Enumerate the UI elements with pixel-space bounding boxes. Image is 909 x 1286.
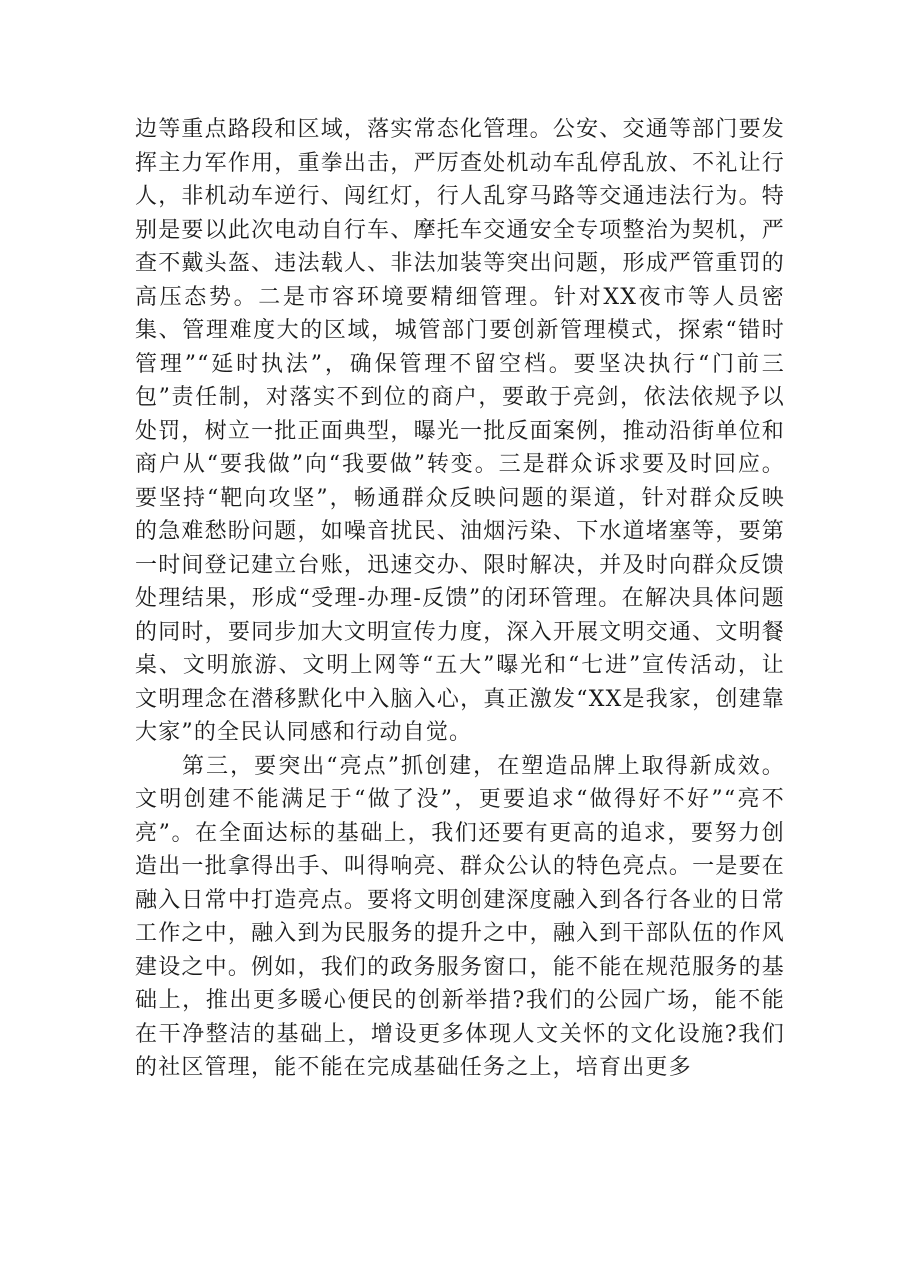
paragraph-2: 第三，要突出“亮点”抓创建，在塑造品牌上取得新成效。文明创建不能满足于“做了没”，更要追求“做得好不好”“亮不亮”。在全面达标的基础上，我们还要有更高的追求，要努力创造出一批拿得出手、叫得响亮、群众公认的特色亮点。一是要在融入日常中打造亮点。要将文明创建深度融入到各行各业的日常工作之中，融入到为民服务的提升之中，融入到干部队伍的作风建设之中。例如，我们的政务服务窗口，能不能在规范服务的基础上，推出更多暖心便民的创新举措?我们的公园广场，能不能在干净整洁的基础上，增设更多体现人文关怀的文化设施?我们的社区管理，能不能在完成基础任务之上，培育出更多 xyxy=(135,753,785,1080)
paragraph-1: 边等重点路段和区域，落实常态化管理。公安、交通等部门要发挥主力军作用，重拳出击，严厉查处机动车乱停乱放、不礼让行人，非机动车逆行、闯红灯，行人乱穿马路等交通违法行为。特别是要以此次电动自行车、摩托车交通安全专项整治为契机，严查不戴头盔、违法载人、非法加装等突出问题，形成严管重罚的高压态势。二是市容环境要精细管理。针对XX夜市等人员密集、管理难度大的区域，城管部门要创新管理模式，探索“错时管理”“延时执法”，确保管理不留空档。要坚决执行“门前三包”责任制，对落实不到位的商户，要敢于亮剑，依法依规予以处罚，树立一批正面典型，曝光一批反面案例，推动沿街单位和商户从“要我做”向“我要做”转变。三是群众诉求要及时回应。要坚持“靶向攻坚”，畅通群众反映问题的渠道，针对群众反映的急难愁盼问题，如噪音扰民、油烟污染、下水道堵塞等，要第一时间登记建立台账，迅速交办、限时解决，并及时向群众反馈处理结果，形成“受理-办理-反馈”的闭环管理。在解决具体问题的同时，要同步加大文明宣传力度，深入开展文明交通、文明餐桌、文明旅游、文明上网等“五大”曝光和“七进”宣传活动，让文明理念在潜移默化中入脑入心，真正激发“XX是我家，创建靠大家”的全民认同感和行动自觉。 xyxy=(135,117,785,745)
document-body xyxy=(135,113,785,1085)
